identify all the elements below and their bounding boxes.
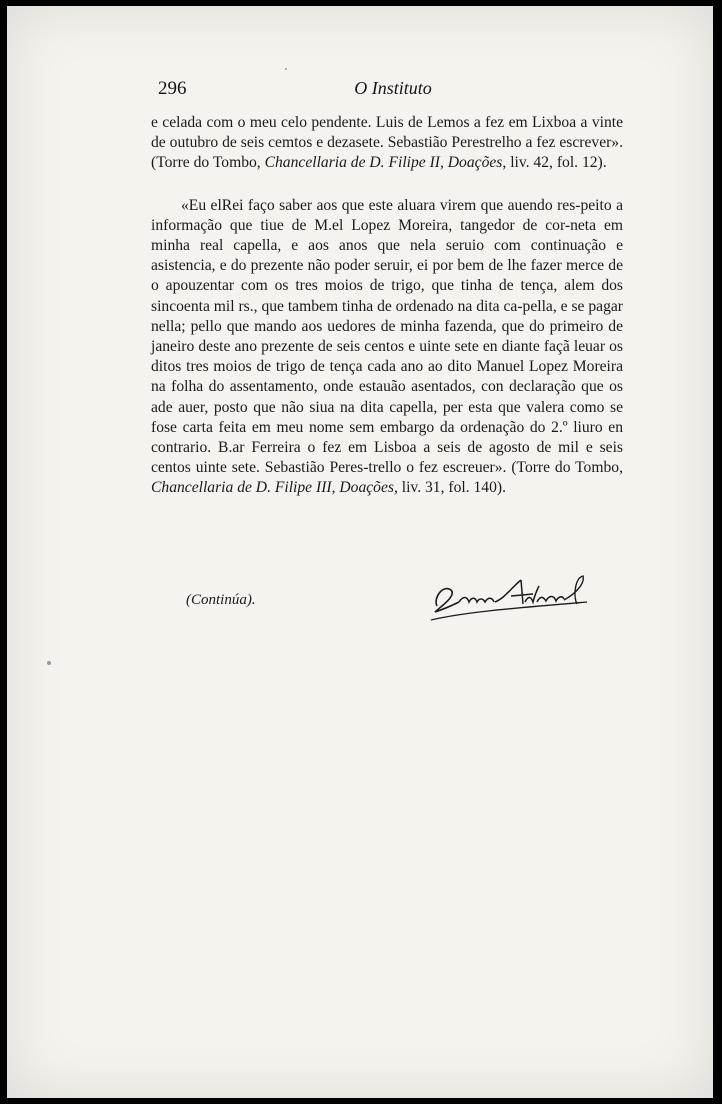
citation-title: Chancellaria de D. Filipe III,: [151, 479, 336, 497]
text-line: sete en diante façã leuar os ditos tres moios de trigo de tença cada ano: [151, 338, 623, 376]
document-page: [7, 6, 713, 1098]
text-line: trello o fez escreuer». (Torre do Tombo,: [368, 459, 623, 477]
running-title: O Instituto: [354, 78, 432, 98]
text-line: e celada com o meu celo pendente. Luis de Lemos a fez em Lixboa a: [151, 114, 588, 131]
text-line: merce de o apouzentar com os tres moios de trigo, que tinha de tença,: [151, 257, 623, 295]
author-signature: [425, 568, 595, 630]
text-line: peito a informação que tiue de M.el Lopez Moreira, tangedor de cor-: [151, 196, 624, 234]
text-line: liv. 42, fol. 12).: [510, 154, 607, 172]
text-line: vinte de outubro de seis cemtos e dezasete. Sebastião Perestrelho a fez: [151, 114, 623, 152]
paper-speck: [285, 68, 287, 70]
text-line: que do primeiro de janeiro deste ano prezente de seis centos e uinte: [151, 317, 623, 356]
continua-note: (Continúa).: [186, 592, 256, 608]
text-line: «Eu elRei faço saber aos que este aluara virem que auendo res-: [181, 196, 581, 214]
text-line: e asistencia, e do prezente não poder seruir, ei por bem de lhe fazer: [151, 237, 623, 275]
paragraph-1: [151, 113, 623, 174]
text-line: Lisboa a seis de agosto de mil e seis centos uinte sete. Sebastião Peres-: [151, 439, 623, 477]
page-header: [158, 78, 628, 104]
paragraph-2: [151, 196, 623, 499]
text-line: liv. 31, fol. 140).: [397, 479, 506, 497]
citation-title: Doações,: [339, 479, 398, 497]
text-line: ,: [502, 154, 507, 172]
text-line: capella, per esta que valera como se fose carta feita em meu nome sem: [151, 398, 623, 436]
citation-title: Chancellaria de D. Filipe II, Doações: [264, 154, 503, 172]
text-line: asentados, con declaração que os ade auer, posto que não siua na dita: [151, 378, 623, 416]
text-line: escrever». (Torre do Tombo,: [151, 134, 624, 172]
text-line: embargo da ordenação do 2.º liuro en contrario. B.ar Ferreira o fez em: [151, 418, 623, 457]
text-line: ao dito Manuel Lopez Moreira na folha do assentamento, onde estauão: [151, 358, 624, 396]
body-text: [151, 113, 623, 499]
paper-speck: [47, 661, 51, 665]
text-line: alem dos sincoenta mil rs., que tambem tinha de ordenado na dita ca-: [151, 277, 623, 315]
page-number: 296: [158, 78, 187, 99]
text-line: neta em minha real capella, e aos anos que nela seruio com continuação: [151, 216, 624, 255]
text-line: pella, e se pagar nella; pello que mando aos uedores de minha fazenda,: [151, 297, 623, 335]
